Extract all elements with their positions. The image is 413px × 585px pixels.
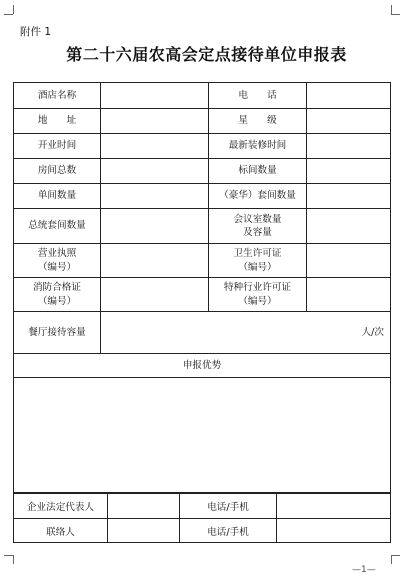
crop-mark [13,555,14,564]
label-presidential-suites: 总统套间数量 [14,209,101,244]
field-renovation-time[interactable] [307,134,391,159]
label-address: 地 址 [14,109,101,134]
field-meeting-rooms[interactable] [307,209,391,244]
field-total-rooms[interactable] [101,159,209,184]
label-line: 营业执照 [37,248,77,260]
field-presidential-suites[interactable] [101,209,209,244]
label-line: 消防合格证 [33,282,81,294]
label-advantages: 申报优势 [14,354,391,378]
label-health-permit [209,244,307,278]
field-contact-phone[interactable] [277,519,391,543]
crop-mark [13,5,14,14]
label-business-license [14,244,101,278]
label-fire-cert [14,278,101,312]
field-phone[interactable] [307,83,391,109]
crop-mark [391,555,392,564]
field-standard-rooms[interactable] [307,159,391,184]
field-star[interactable] [307,109,391,134]
application-form [13,82,391,493]
crop-mark [4,555,13,556]
crop-mark [4,14,13,15]
label-star: 星 级 [209,109,307,134]
field-address[interactable] [101,109,209,134]
field-legal-rep[interactable] [108,494,180,519]
label-single-rooms: 单间数量 [14,184,101,209]
label-line: 特种行业许可证 [223,282,292,294]
field-special-permit[interactable] [307,278,391,312]
label-dining-capacity: 餐厅接待容量 [14,312,101,354]
label-phone-mobile: 电话/手机 [180,494,277,519]
crop-mark [391,5,392,14]
label-meeting-rooms [209,209,307,244]
label-phone-mobile: 电话/手机 [180,519,277,543]
label-line: （编号） [37,261,77,273]
field-hotel-name[interactable] [101,83,209,109]
field-contact[interactable] [108,519,180,543]
label-contact: 联络人 [14,519,108,543]
label-luxury-suites: （豪华）套间数量 [209,184,307,209]
field-open-time[interactable] [101,134,209,159]
label-line: 及容量 [243,227,272,238]
crop-mark [391,555,400,556]
attachment-label: 附件 1 [20,26,52,38]
contact-table [13,493,391,543]
field-legal-rep-phone[interactable] [277,494,391,519]
label-line: （编号） [238,295,277,307]
field-fire-cert[interactable] [101,278,209,312]
label-open-time: 开业时间 [14,134,101,159]
label-line: （编号） [238,261,277,273]
label-legal-rep: 企业法定代表人 [14,494,108,519]
label-special-permit [209,278,307,312]
label-line: 卫生许可证 [233,248,282,260]
label-line: （编号） [37,295,77,307]
page-title: 第二十六届农高会定点接待单位申报表 [66,45,347,64]
page-number: —1— [352,565,376,575]
label-renovation-time: 最新装修时间 [209,134,307,159]
crop-mark [391,14,400,15]
label-phone: 电 话 [209,83,307,109]
label-hotel-name: 酒店名称 [14,83,101,109]
field-advantages[interactable] [14,378,391,493]
label-line: 会议室数量 [233,213,282,225]
label-total-rooms: 房间总数 [14,159,101,184]
field-dining-capacity[interactable]: 人/次 [101,312,391,354]
field-health-permit[interactable] [307,244,391,278]
field-luxury-suites[interactable] [307,184,391,209]
field-business-license[interactable] [101,244,209,278]
label-standard-rooms: 标间数量 [209,159,307,184]
field-single-rooms[interactable] [101,184,209,209]
